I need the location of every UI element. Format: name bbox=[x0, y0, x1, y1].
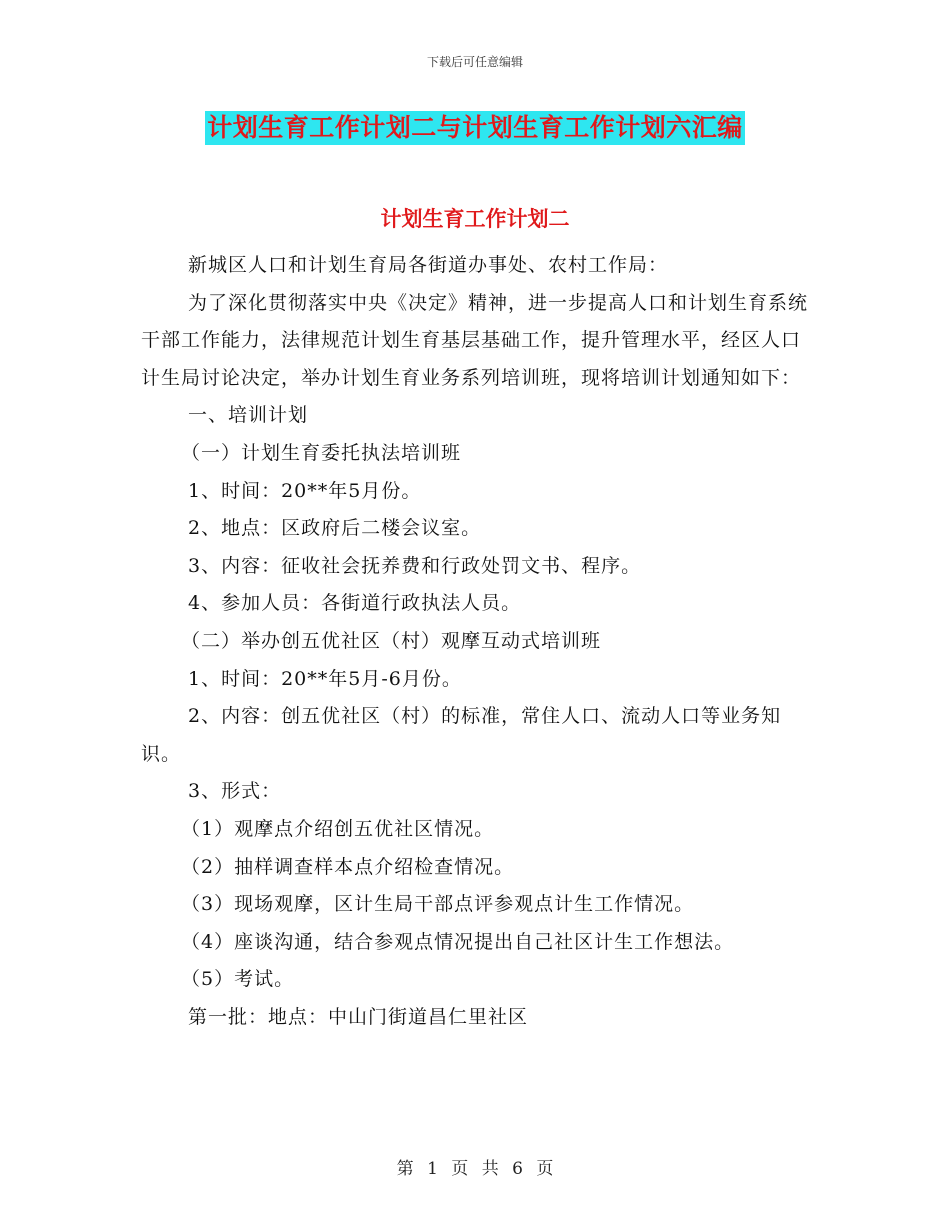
list-item: 1、时间：20**年5月-6月份。 bbox=[188, 667, 462, 690]
paragraph-intro: 为了深化贯彻落实中央《决定》精神，进一步提高人口和计划生育系统干部工作能力，法律规范计划生育基层基础工作，提升管理水平，经区人口计生局讨论决定，举办计划生育业务系列培训班，现将培训计划通知如下： bbox=[141, 291, 809, 389]
main-title: 计划生育工作计划二与计划生育工作计划六汇编 bbox=[205, 111, 745, 145]
list-item: （2）抽样调查样本点介绍检查情况。 bbox=[181, 855, 515, 878]
list-item: 2、内容：创五优社区（村）的标准，常住人口、流动人口等业务知识。 bbox=[141, 705, 782, 765]
list-item: 3、形式： bbox=[188, 780, 282, 803]
list-item: （1）观摩点介绍创五优社区情况。 bbox=[181, 817, 495, 840]
list-item: 2、地点：区政府后二楼会议室。 bbox=[188, 517, 482, 540]
list-item: 第一批：地点：中山门街道昌仁里社区 bbox=[188, 1005, 529, 1028]
list-item: （3）现场观摩，区计生局干部点评参观点计生工作情况。 bbox=[181, 893, 695, 916]
list-item: （4）座谈沟通，结合参观点情况提出自己社区计生工作想法。 bbox=[181, 930, 735, 953]
document-body bbox=[141, 247, 811, 1036]
list-item: 4、参加人员：各街道行政执法人员。 bbox=[188, 592, 522, 615]
heading-training-plan: 一、培训计划 bbox=[188, 404, 309, 427]
main-title-container bbox=[0, 111, 950, 145]
section-title: 计划生育工作计划二 bbox=[380, 207, 570, 231]
subheading-enforcement-class: （一）计划生育委托执法培训班 bbox=[181, 441, 462, 464]
list-item: （5）考试。 bbox=[181, 968, 295, 991]
subheading-observation-class: （二）举办创五优社区（村）观摩互动式培训班 bbox=[181, 629, 602, 652]
paragraph-salutation: 新城区人口和计划生育局各街道办事处、农村工作局： bbox=[188, 254, 669, 276]
list-item: 3、内容：征收社会抚养费和行政处罚文书、程序。 bbox=[188, 554, 642, 577]
header-note: 下载后可任意编辑 bbox=[426, 55, 523, 69]
list-item: 1、时间：20**年5月份。 bbox=[188, 479, 422, 502]
page-footer: 第 1 页 共 6 页 bbox=[396, 1159, 554, 1179]
